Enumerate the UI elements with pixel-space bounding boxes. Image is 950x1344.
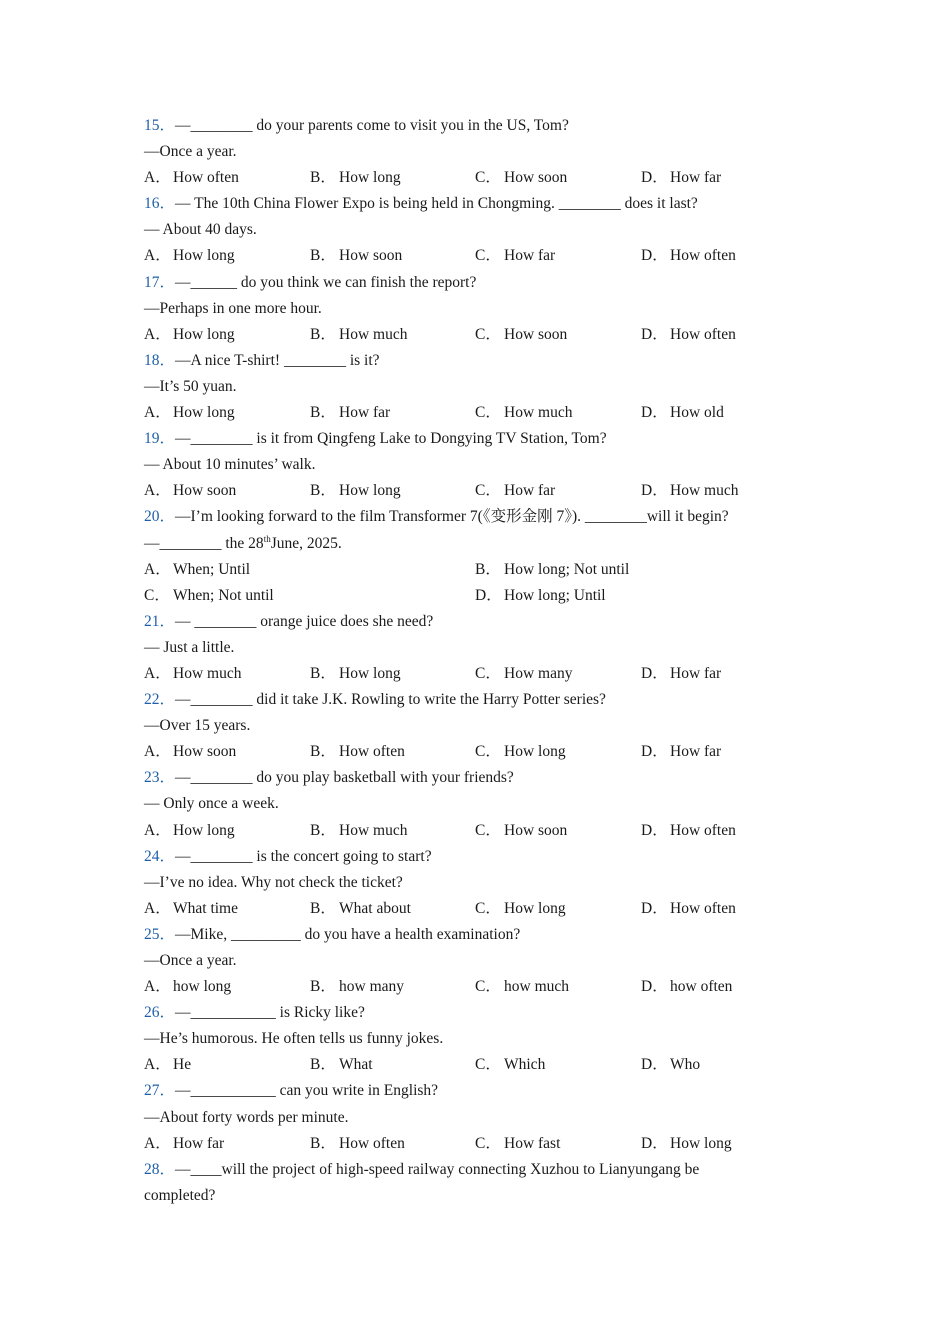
option-letter: A． — [144, 1134, 171, 1152]
question-text: —I’m looking forward to the film Transformer 7(《变形金刚 7》). ________will it begin? — [175, 508, 729, 526]
answer-option[interactable] — [475, 1131, 560, 1157]
option-letter: B． — [310, 247, 336, 265]
answer-option[interactable] — [475, 165, 567, 191]
option-letter: C． — [475, 404, 501, 422]
option-letter: B． — [310, 821, 336, 839]
option-letter: B． — [310, 1134, 336, 1152]
answer-option[interactable] — [144, 478, 236, 504]
options-row — [144, 896, 844, 922]
option-text: How far — [339, 404, 391, 422]
question-text: —________ do your parents come to visit you in the US, Tom? — [175, 117, 569, 134]
answer-option[interactable] — [641, 243, 736, 269]
option-letter: B． — [310, 899, 336, 917]
option-letter: C． — [475, 169, 501, 187]
option-letter: D． — [641, 169, 668, 187]
answer-option[interactable] — [144, 1052, 191, 1078]
options-row — [144, 400, 844, 426]
option-text: How soon — [173, 482, 237, 500]
answer-option[interactable] — [641, 818, 736, 844]
option-text: How often — [670, 821, 736, 839]
option-text: how long — [173, 978, 232, 996]
option-text: How fast — [504, 1134, 561, 1152]
answer-option[interactable] — [475, 322, 567, 348]
question-stem — [144, 426, 844, 452]
answer-option[interactable] — [144, 165, 239, 191]
question-stem — [144, 270, 844, 296]
option-text: How many — [504, 664, 573, 682]
option-text: What time — [173, 899, 238, 917]
answer-option[interactable] — [144, 974, 231, 1000]
option-letter: D． — [641, 978, 668, 996]
answer-option[interactable] — [144, 322, 235, 348]
option-letter: A． — [144, 1056, 171, 1074]
question-number: 25． — [144, 925, 176, 943]
option-letter: A． — [144, 899, 171, 917]
option-letter: B． — [310, 978, 336, 996]
option-text: How often — [339, 743, 405, 761]
answer-option[interactable] — [641, 739, 721, 765]
option-text: how often — [670, 978, 733, 996]
answer-option[interactable] — [475, 583, 606, 609]
option-text: Who — [670, 1056, 701, 1074]
question-number: 24． — [144, 847, 176, 865]
option-text: Which — [504, 1056, 546, 1074]
response-text: — Only once a week. — [144, 795, 279, 813]
response-text: —It’s 50 yuan. — [144, 377, 237, 395]
option-text: How long — [670, 1134, 732, 1152]
answer-option[interactable] — [641, 974, 732, 1000]
question-text: — The 10th China Flower Expo is being held in Chongming. ________ does it last? — [175, 195, 698, 213]
question-number: 15． — [144, 117, 176, 134]
option-letter: B． — [310, 1056, 336, 1074]
dialogue-response — [144, 635, 844, 661]
option-letter: B． — [475, 560, 501, 578]
option-text: How long — [339, 664, 401, 682]
answer-option[interactable] — [475, 1052, 545, 1078]
question-stem — [144, 922, 844, 948]
response-text: — About 10 minutes’ walk. — [144, 456, 316, 474]
option-text: How long — [339, 169, 401, 187]
question-stem — [144, 1078, 844, 1104]
answer-option[interactable] — [475, 974, 569, 1000]
option-text: How far — [670, 664, 722, 682]
option-letter: C． — [475, 743, 501, 761]
answer-option[interactable] — [310, 896, 411, 922]
option-letter: D． — [641, 1056, 668, 1074]
answer-option[interactable] — [641, 1052, 700, 1078]
answer-option[interactable] — [144, 557, 250, 583]
question-number: 27． — [144, 1082, 176, 1100]
dialogue-response — [144, 948, 844, 974]
answer-option[interactable] — [310, 165, 401, 191]
options-row — [144, 322, 844, 348]
option-text: How often — [173, 169, 239, 187]
question-stem — [144, 1157, 844, 1183]
answer-option[interactable] — [144, 243, 235, 269]
dialogue-response — [144, 374, 844, 400]
option-text: How much — [339, 821, 408, 839]
answer-option[interactable] — [641, 478, 738, 504]
option-letter: A． — [144, 169, 171, 187]
question-number: 20． — [144, 508, 176, 526]
options-row — [144, 1052, 844, 1078]
option-letter: D． — [641, 664, 668, 682]
option-text: How soon — [339, 247, 403, 265]
options-row — [144, 974, 844, 1000]
dialogue-response — [144, 713, 844, 739]
option-text: How soon — [173, 743, 237, 761]
options-row — [144, 1131, 844, 1157]
option-letter: D． — [641, 821, 668, 839]
question-number: 17． — [144, 273, 176, 291]
option-letter: C． — [475, 1134, 501, 1152]
option-letter: D． — [641, 482, 668, 500]
question-number: 22． — [144, 691, 176, 709]
question-stem — [144, 844, 844, 870]
response-text: —About forty words per minute. — [144, 1108, 349, 1126]
option-text: How long — [173, 404, 235, 422]
response-text: —Over 15 years. — [144, 717, 251, 735]
option-text: How soon — [504, 325, 568, 343]
option-text: How far — [670, 743, 722, 761]
answer-option[interactable] — [144, 739, 236, 765]
answer-option[interactable] — [641, 661, 721, 687]
option-text: What — [339, 1056, 373, 1074]
answer-option[interactable] — [310, 478, 401, 504]
question-number: 16． — [144, 195, 176, 213]
dialogue-response — [144, 791, 844, 817]
question-number: 23． — [144, 769, 176, 787]
answer-option[interactable] — [475, 896, 566, 922]
option-letter: D． — [641, 247, 668, 265]
options-row — [144, 818, 844, 844]
option-letter: C． — [475, 247, 501, 265]
option-text: He — [173, 1056, 192, 1074]
option-letter: B． — [310, 664, 336, 682]
question-number: 28． — [144, 1160, 176, 1178]
question-stem — [144, 504, 844, 530]
options-row — [144, 478, 844, 504]
question-text: —___________ is Ricky like? — [175, 1004, 365, 1022]
question-text: —________ is it from Qingfeng Lake to Dongying TV Station, Tom? — [175, 430, 607, 448]
response-text: —I’ve no idea. Why not check the ticket? — [144, 873, 403, 891]
option-letter: D． — [641, 899, 668, 917]
question-text: —Mike, _________ do you have a health examination? — [175, 925, 521, 943]
question-page — [144, 113, 844, 1209]
question-stem — [144, 191, 844, 217]
options-row — [144, 165, 844, 191]
option-letter: B． — [310, 404, 336, 422]
option-letter: A． — [144, 821, 171, 839]
answer-option[interactable] — [310, 974, 404, 1000]
question-text-continued: completed? — [144, 1186, 216, 1204]
answer-option[interactable] — [475, 661, 572, 687]
option-text: How far — [670, 169, 722, 187]
option-text: When; Until — [173, 560, 251, 578]
option-text: How much — [670, 482, 739, 500]
option-letter: B． — [310, 743, 336, 761]
option-letter: A． — [144, 404, 171, 422]
option-text: How old — [670, 404, 724, 422]
answer-option[interactable] — [641, 896, 736, 922]
answer-option[interactable] — [641, 322, 736, 348]
question-text: —________ do you play basketball with your friends? — [175, 769, 514, 787]
question-stem — [144, 609, 844, 635]
response-text: —He’s humorous. He often tells us funny jokes. — [144, 1030, 444, 1048]
option-text: how many — [339, 978, 405, 996]
answer-option[interactable] — [310, 322, 407, 348]
option-letter: C． — [475, 821, 501, 839]
question-stem — [144, 1000, 844, 1026]
ordinal-suffix: th — [263, 533, 271, 544]
response-text: June, 2025. — [270, 534, 342, 552]
option-letter: A． — [144, 978, 171, 996]
answer-option[interactable] — [144, 896, 238, 922]
option-letter: A． — [144, 325, 171, 343]
question-text: —____will the project of high-speed railway connecting Xuzhou to Lianyungang be — [175, 1160, 700, 1178]
option-text: How far — [504, 247, 556, 265]
answer-option[interactable] — [310, 400, 390, 426]
answer-option[interactable] — [641, 1131, 732, 1157]
option-text: How often — [670, 247, 736, 265]
answer-option[interactable] — [641, 165, 721, 191]
option-text: How long — [173, 821, 235, 839]
answer-option[interactable] — [475, 739, 566, 765]
option-letter: C． — [475, 325, 501, 343]
question-text: —______ do you think we can finish the report? — [175, 273, 477, 291]
question-number: 21． — [144, 612, 176, 630]
question-text: —A nice T-shirt! ________ is it? — [175, 351, 380, 369]
option-letter: D． — [641, 743, 668, 761]
option-text: How long; Not until — [504, 560, 630, 578]
question-text: —________ did it take J.K. Rowling to write the Harry Potter series? — [175, 691, 606, 709]
options-row — [144, 243, 844, 269]
answer-option[interactable] — [310, 243, 402, 269]
dialogue-response — [144, 296, 844, 322]
dialogue-response — [144, 139, 844, 165]
option-letter: C． — [475, 664, 501, 682]
option-text: How much — [504, 404, 573, 422]
response-text: — Just a little. — [144, 638, 235, 656]
question-text: — ________ orange juice does she need? — [175, 612, 434, 630]
question-text: —________ is the concert going to start? — [175, 847, 432, 865]
options-row — [144, 583, 844, 609]
answer-option[interactable] — [144, 400, 235, 426]
answer-option[interactable] — [310, 1052, 373, 1078]
option-text: How long — [339, 482, 401, 500]
option-letter: A． — [144, 743, 171, 761]
question-number: 26． — [144, 1004, 176, 1022]
question-number: 19． — [144, 430, 176, 448]
option-text: how much — [504, 978, 570, 996]
response-text: —________ the 28 — [144, 534, 264, 552]
dialogue-response — [144, 870, 844, 896]
response-text: —Once a year. — [144, 952, 237, 969]
question-stem — [144, 348, 844, 374]
answer-option[interactable] — [475, 557, 629, 583]
question-stem — [144, 687, 844, 713]
option-text: How often — [339, 1134, 405, 1152]
option-text: When; Not until — [173, 586, 274, 604]
option-text: How soon — [504, 169, 568, 187]
answer-option[interactable] — [475, 400, 572, 426]
option-letter: C． — [144, 586, 170, 604]
option-letter: B． — [310, 169, 336, 187]
answer-option[interactable] — [144, 661, 241, 687]
dialogue-response — [144, 1026, 844, 1052]
option-text: How long — [173, 247, 235, 265]
option-text: How much — [339, 325, 408, 343]
option-letter: B． — [310, 482, 336, 500]
option-letter: C． — [475, 978, 501, 996]
option-text: How far — [504, 482, 556, 500]
option-text: How long; Until — [504, 586, 606, 604]
answer-option[interactable] — [310, 1131, 405, 1157]
response-text: —Once a year. — [144, 143, 237, 161]
options-row — [144, 739, 844, 765]
answer-option[interactable] — [144, 583, 274, 609]
option-letter: A． — [144, 482, 171, 500]
options-row — [144, 557, 844, 583]
option-letter: A． — [144, 247, 171, 265]
option-letter: D． — [641, 1134, 668, 1152]
option-text: How long — [504, 743, 566, 761]
option-text: How often — [670, 325, 736, 343]
question-stem — [144, 113, 844, 139]
option-text: How long — [504, 899, 566, 917]
dialogue-response — [144, 531, 844, 557]
dialogue-response — [144, 1105, 844, 1131]
answer-option[interactable] — [144, 1131, 224, 1157]
answer-option[interactable] — [475, 243, 555, 269]
answer-option[interactable] — [310, 739, 405, 765]
answer-option[interactable] — [641, 400, 724, 426]
option-text: How soon — [504, 821, 568, 839]
option-text: How much — [173, 664, 242, 682]
option-letter: C． — [475, 1056, 501, 1074]
answer-option[interactable] — [475, 478, 555, 504]
option-letter: D． — [641, 404, 668, 422]
answer-option[interactable] — [475, 818, 567, 844]
option-letter: D． — [475, 586, 502, 604]
question-text: —___________ can you write in English? — [175, 1082, 439, 1100]
response-text: — About 40 days. — [144, 221, 257, 239]
option-letter: A． — [144, 560, 171, 578]
option-letter: C． — [475, 899, 501, 917]
option-text: How far — [173, 1134, 225, 1152]
option-letter: B． — [310, 325, 336, 343]
option-text: How often — [670, 899, 736, 917]
option-letter: A． — [144, 664, 171, 682]
option-letter: C． — [475, 482, 501, 500]
answer-option[interactable] — [310, 661, 401, 687]
options-row — [144, 661, 844, 687]
option-text: How long — [173, 325, 235, 343]
dialogue-response — [144, 452, 844, 478]
question-number: 18． — [144, 351, 176, 369]
response-text: —Perhaps in one more hour. — [144, 299, 322, 317]
option-letter: D． — [641, 325, 668, 343]
option-text: What about — [339, 899, 411, 917]
dialogue-response — [144, 217, 844, 243]
answer-option[interactable] — [310, 818, 407, 844]
question-stem — [144, 765, 844, 791]
answer-option[interactable] — [144, 818, 235, 844]
